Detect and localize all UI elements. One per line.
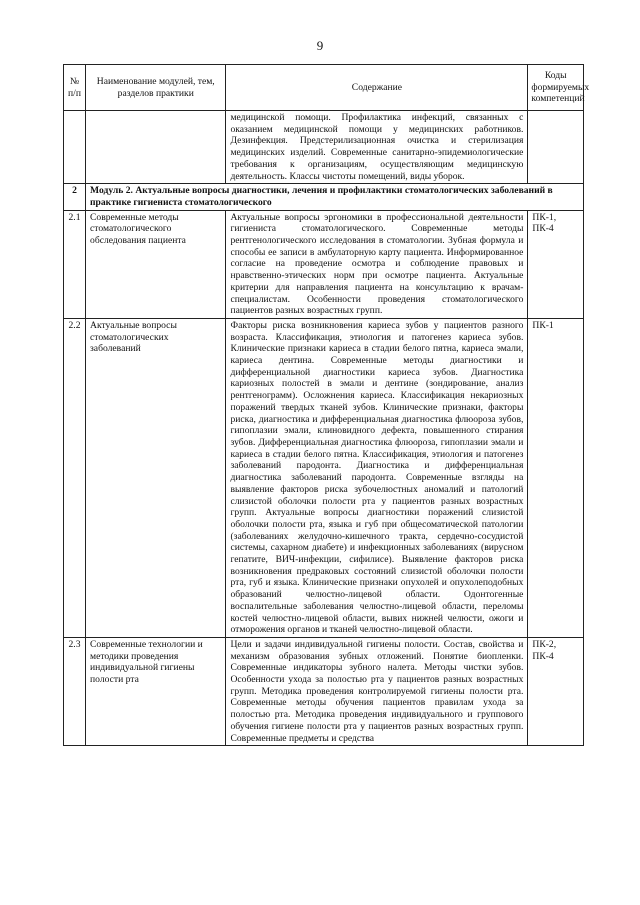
- row-num: 2.3: [64, 637, 86, 745]
- row-num: 2.1: [64, 210, 86, 318]
- row-codes: ПК-2, ПК-4: [528, 637, 584, 745]
- table-row: [64, 210, 584, 318]
- continued-content: медицинской помощи. Профилактика инфекций, связанных с оказанием медицинской помощи у медицинских работников. Дезинфекция. Предстерилизационная очистка и стерилизация медицинских изделий. Современные санитарно-эпидемиологические требования к организациям, осуществляющим медицинскую деятельность. Классы чистоты помещений, виды уборок.: [226, 111, 528, 184]
- row-name: Современные методы стоматологического обследования пациента: [86, 210, 226, 318]
- header-name: Наименование модулей, тем, разделов практики: [86, 65, 226, 111]
- table-header-row: [64, 65, 584, 111]
- row-name: Современные технологии и методики проведения индивидуальной гигиены полости рта: [86, 637, 226, 745]
- module-num: 2: [64, 184, 86, 210]
- header-num: № п/п: [64, 65, 86, 111]
- header-codes: Коды формируемых компетенций: [528, 65, 584, 111]
- page-number: 9: [316, 38, 324, 53]
- module-row: [64, 184, 584, 210]
- header-content: Содержание: [226, 65, 528, 111]
- row-codes: ПК-1, ПК-4: [528, 210, 584, 318]
- row-num: 2.2: [64, 318, 86, 637]
- row-content: Цели и задачи индивидуальной гигиены полости. Состав, свойства и механизм образования зубных отложений. Понятие биопленки. Современные индикаторы зубного налета. Методы чистки зубов. Особенности ухода за полостью рта у пациентов разных возрастных групп. Методика проведения контролируемой гигиены полости рта. Современные методы обучения пациентов правилам ухода за полостью рта. Методика проведения индивидуального и группового обучения гигиене полости рта у пациентов разных возрастных групп. Современные предметы и средства: [226, 637, 528, 745]
- curriculum-table: [63, 64, 590, 746]
- table-row: [64, 111, 584, 184]
- module-title: Модуль 2. Актуальные вопросы диагностики, лечения и профилактики стоматологических заболеваний в практике гигиениста стоматологического: [86, 184, 584, 210]
- row-name: Актуальные вопросы стоматологических заболеваний: [86, 318, 226, 637]
- row-content: Актуальные вопросы эргономики в профессиональной деятельности гигиениста стоматологического. Современные методы рентгенологического исследования в стоматологии. Зубная формула и способы ее записи в амбулаторную карту пациента. Информированное согласие на проведение осмотра и соблюдение правовых и нравственно-этических норм при осмотре пациента. Актуальные критерии для направления пациента на консультацию к врачам-специалистам. Особенности проведения стоматологического пациентов разных возрастных групп.: [226, 210, 528, 318]
- table-row: [64, 637, 584, 745]
- row-content: Факторы риска возникновения кариеса зубов у пациентов разного возраста. Классификация, этиология и патогенез кариеса зубов. Клинические признаки кариеса в стадии белого пятна, кариеса эмали, кариеса дентина. Современные методы диагностики и дифференциальной диагностики кариеса зубов. Диагностика кариозных полостей в эмали и дентине (зондирование, анализ рентгенограмм). Осложнения кариеса. Классификация некариозных поражений твердых тканей зубов. Клинические признаки, факторы риска, диагностика и дифференциальная диагностика флюороза зубов, гипоплазии эмали, клиновидного дефекта, повышенного стирания зубов. Дифференциальная диагностика флюороза, гипоплазии эмали и кариеса в стадии белого пятна. Классификация, этиология и патогенез заболеваний пародонта. Диагностика и дифференциальная диагностика заболеваний пародонта. Современные взгляды на выявление факторов риска зубочелюстных аномалий и патологий слизистой оболочки полости рта у пациентов разных возрастных групп. Актуальные вопросы диагностики поражений слизистой оболочки полости рта, языка и губ при общесоматической патологии (заболеваниях желудочно-кишечного тракта, сердечно-сосудистой системы, сахарном диабете) и инфекционных заболеваниях (вирусном гепатите, ВИЧ-инфекции, сифилисе). Выявление факторов риска возникновения предраковых состояний слизистой оболочки полости рта, губ и языка. Клинические признаки опухолей и опухолеподобных образований челюстно-лицевой области. Одонтогенные воспалительные заболевания челюстно-лицевой области, переломы костей челюстно-лицевой области, вывих нижней челюсти, ожоги и отморожения органов и тканей челюстно-лицевой области.: [226, 318, 528, 637]
- table-row: [64, 318, 584, 637]
- row-codes: ПК-1: [528, 318, 584, 637]
